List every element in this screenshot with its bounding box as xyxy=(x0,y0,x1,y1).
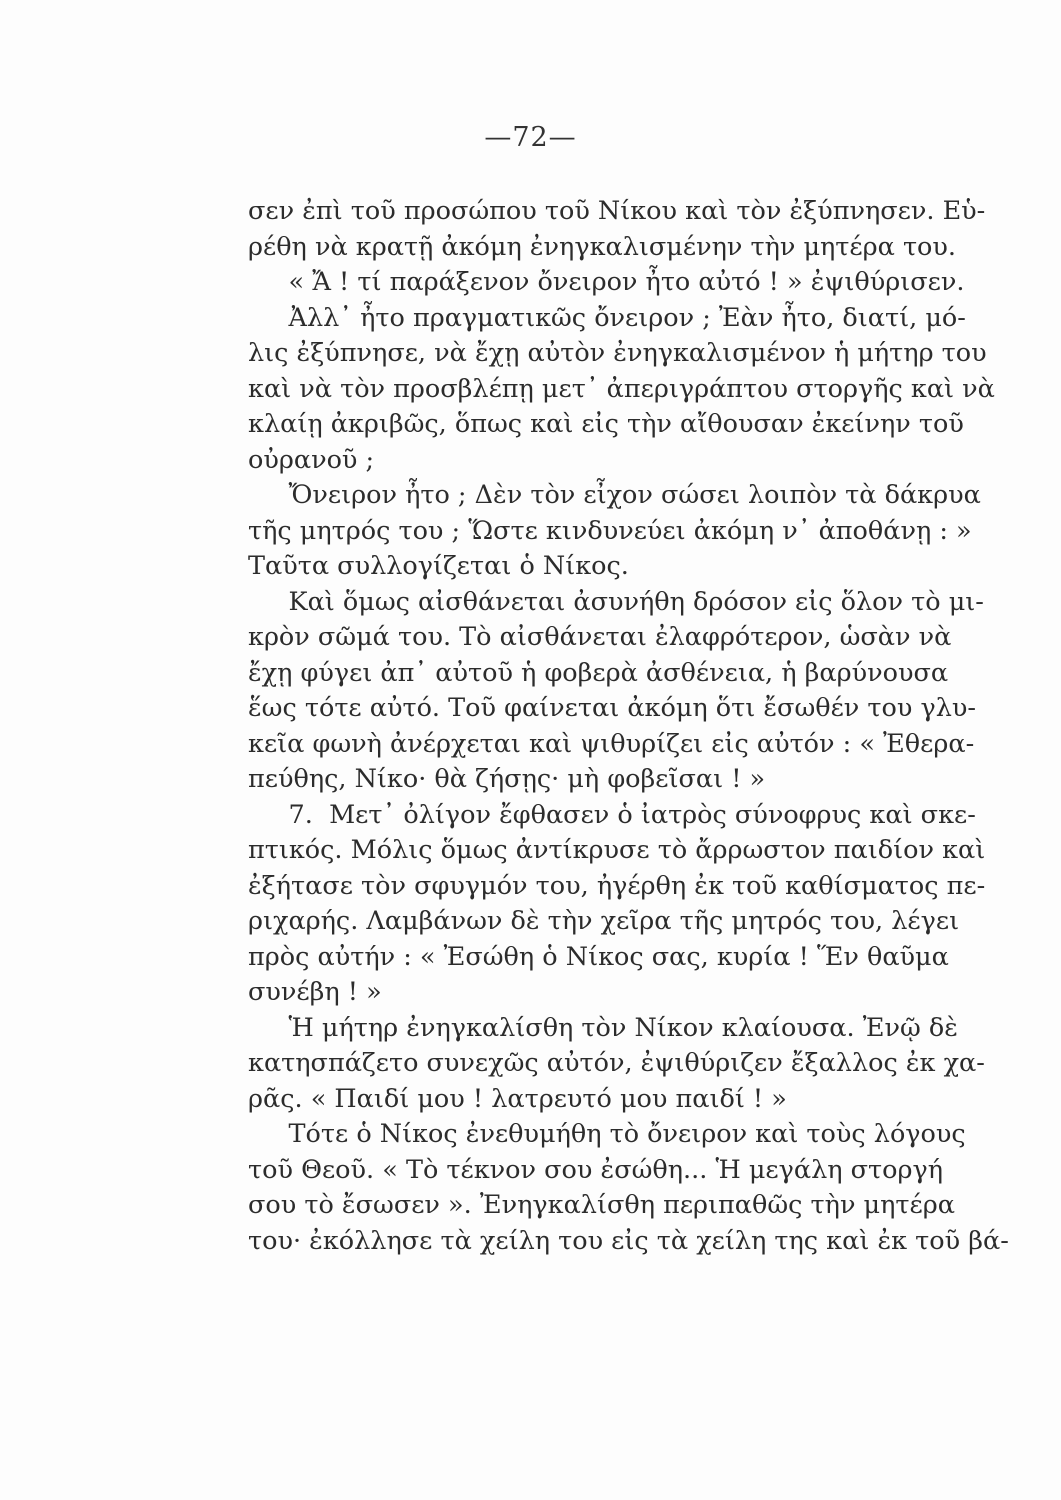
text-line-14: ἔχῃ φύγει ἀπ᾽ αὐτοῦ ἡ φοβερὰ ἀσθένεια, ἡ βαρύνουσα xyxy=(248,657,949,688)
text-line-10: τῆς μητρός του ; Ὥστε κινδυνεύει ἀκόμη ν᾽ ἀποθάνῃ : » xyxy=(248,515,972,546)
text-line-1: σεν ἐπὶ τοῦ προσώπου τοῦ Νίκου καὶ τὸν ἐξύπνησεν. Εὑ- xyxy=(248,196,986,226)
text-line-27: Τότε ὁ Νίκος ἐνεθυμήθη τὸ ὄνειρον καὶ τοὺς λόγους xyxy=(248,1119,966,1149)
text-line-7: κλαίῃ ἀκριβῶς, ὅπως καὶ εἰς τὴν αἴθουσαν ἐκείνην τοῦ xyxy=(248,409,964,439)
text-line-13: κρὸν σῶμά του. Τὸ αἰσθάνεται ἐλαφρότερον, ὡσὰν νὰ xyxy=(248,622,952,652)
text-line-29: σου τὸ ἔσωσεν ». Ἐνηγκαλίσθη περιπαθῶς τὴν μητέρα xyxy=(248,1190,955,1220)
text-line-26: ρᾶς. « Παιδί μου ! λατρευτό μου παιδί ! » xyxy=(248,1083,787,1114)
text-line-17: πεύθης, Νίκο· θὰ ζήσῃς· μὴ φοβεῖσαι ! » xyxy=(248,764,766,794)
text-line-3: « Ἄ ! τί παράξενον ὄνειρον ἦτο αὐτό ! » ἐψιθύρισεν. xyxy=(248,267,965,297)
text-line-9: Ὄνειρον ἦτο ; Δὲν τὸν εἶχον σώσει λοιπὸν τὰ δάκρυα xyxy=(248,480,981,510)
text-line-18: 7. Μετ᾽ ὀλίγον ἔφθασεν ὁ ἰατρὸς σύνοφρυς καὶ σκε- xyxy=(248,799,976,830)
text-line-19: πτικός. Μόλις ὅμως ἀντίκρυσε τὸ ἄρρωστον παιδίον καὶ xyxy=(248,835,986,865)
text-line-28: τοῦ Θεοῦ. « Τὸ τέκνον σου ἐσώθη... Ἡ μεγάλη στοργή xyxy=(248,1154,944,1185)
text-line-30: του· ἐκόλλησε τὰ χείλη του εἰς τὰ χείλη της καὶ ἐκ τοῦ βά- xyxy=(248,1225,1009,1256)
page-number: —72— xyxy=(484,122,577,153)
text-line-2: ρέθη νὰ κρατῇ ἀκόμη ἐνηγκαλισμένην τὴν μητέρα του. xyxy=(248,231,957,262)
text-line-5: λις ἐξύπνησε, νὰ ἔχῃ αὐτὸν ἐνηγκαλισμένον ἡ μήτηρ του xyxy=(248,338,987,368)
text-line-11: Ταῦτα συλλογίζεται ὁ Νίκος. xyxy=(248,551,629,581)
body-text xyxy=(248,194,1009,1259)
text-line-4: Ἀλλ᾽ ἦτο πραγματικῶς ὄνειρον ; Ἐὰν ἦτο, διατί, μό- xyxy=(248,302,966,333)
text-line-16: κεῖα φωνὴ ἀνέρχεται καὶ ψιθυρίζει εἰς αὐτόν : « Ἐθερα- xyxy=(248,728,975,759)
text-line-12: Καὶ ὅμως αἰσθάνεται ἀσυνήθη δρόσον εἰς ὅλον τὸ μι- xyxy=(248,586,984,617)
text-line-15: ἕως τότε αὐτό. Τοῦ φαίνεται ἀκόμη ὅτι ἔσωθέν του γλυ- xyxy=(248,693,976,723)
text-line-21: ριχαρής. Λαμβάνων δὲ τὴν χεῖρα τῆς μητρός του, λέγει xyxy=(248,906,960,936)
text-line-6: καὶ νὰ τὸν προσβλέπῃ μετ᾽ ἀπεριγράπτου στοργῆς καὶ νὰ xyxy=(248,373,995,404)
text-line-20: ἐξήτασε τὸν σφυγμόν του, ἠγέρθη ἐκ τοῦ καθίσματος πε- xyxy=(248,870,986,901)
text-line-25: κατησπάζετο συνεχῶς αὐτόν, ἐψιθύριζεν ἔξαλλος ἐκ χα- xyxy=(248,1048,985,1078)
text-line-22: πρὸς αὐτήν : « Ἐσώθη ὁ Νίκος σας, κυρία ! Ἕν θαῦμα xyxy=(248,941,949,972)
text-line-8: οὐρανοῦ ; xyxy=(248,444,375,475)
text-line-23: συνέβη ! » xyxy=(248,977,382,1007)
text-line-24: Ἡ μήτηρ ἐνηγκαλίσθη τὸν Νίκον κλαίουσα. Ἐνῷ δὲ xyxy=(248,1012,958,1043)
